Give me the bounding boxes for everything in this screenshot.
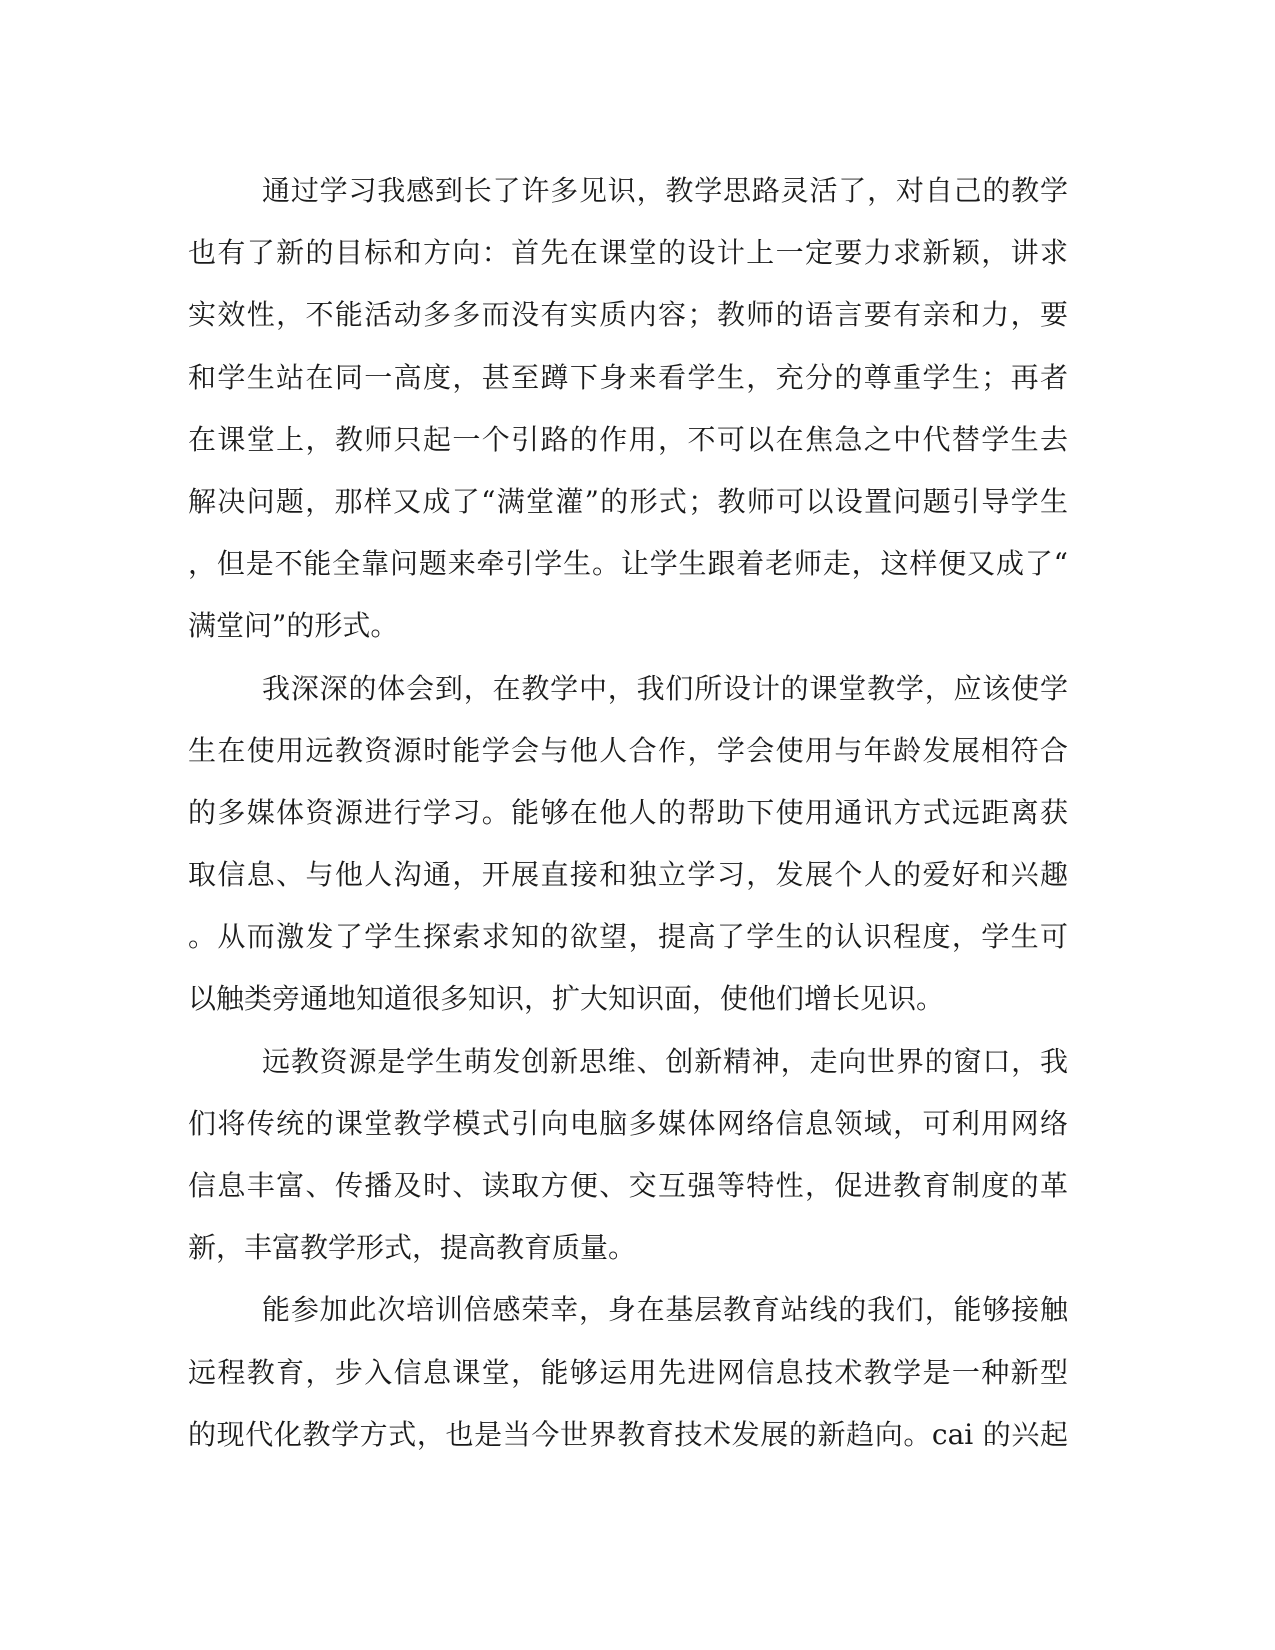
paragraph-line: 实效性，不能活动多多而没有实质内容；教师的语言要有亲和力，要	[188, 298, 1068, 332]
paragraph-line: 的现代化教学方式，也是当今世界教育技术发展的新趋向。cai 的兴起	[188, 1417, 1068, 1451]
paragraph-line: 和学生站在同一高度，甚至蹲下身来看学生，充分的尊重学生；再者	[188, 360, 1068, 394]
paragraph-line: 生在使用远教资源时能学会与他人合作，学会使用与年龄发展相符合	[188, 733, 1068, 767]
paragraph-line: 也有了新的目标和方向：首先在课堂的设计上一定要力求新颖，讲求	[188, 236, 1068, 270]
paragraph-line: 远教资源是学生萌发创新思维、创新精神，走向世界的窗口，我	[262, 1044, 1068, 1078]
paragraph-line: 满堂问”的形式。	[188, 609, 399, 643]
paragraph-line: 的多媒体资源进行学习。能够在他人的帮助下使用通讯方式远距离获	[188, 795, 1068, 829]
paragraph-line: 们将传统的课堂教学模式引向电脑多媒体网络信息领域，可利用网络	[188, 1106, 1068, 1140]
paragraph-line: 通过学习我感到长了许多见识，教学思路灵活了，对自己的教学	[262, 174, 1068, 207]
paragraph-line: 我深深的体会到，在教学中，我们所设计的课堂教学，应该使学	[262, 671, 1068, 705]
paragraph-line: 能参加此次培训倍感荣幸，身在基层教育站线的我们，能够接触	[262, 1293, 1068, 1327]
paragraph-3	[188, 1031, 1068, 1280]
paragraph-line: 。从而激发了学生探索求知的欲望，提高了学生的认识程度，学生可	[188, 920, 1068, 954]
paragraph-4	[188, 1279, 1068, 1466]
paragraph-line: 取信息、与他人沟通，开展直接和独立学习，发展个人的爱好和兴趣	[188, 858, 1068, 892]
paragraph-line: 解决问题，那样又成了“满堂灌”的形式；教师可以设置问题引导学生	[188, 484, 1068, 518]
document-body	[188, 160, 1068, 1466]
paragraph-line: 以触类旁通地知道很多知识，扩大知识面，使他们增长见识。	[188, 982, 945, 1016]
paragraph-line: 远程教育，步入信息课堂，能够运用先进网信息技术教学是一种新型	[188, 1355, 1068, 1389]
paragraph-line: ，但是不能全靠问题来牵引学生。让学生跟着老师走，这样便又成了“	[188, 547, 1068, 581]
paragraph-line: 新，丰富教学形式，提高教育质量。	[188, 1231, 637, 1265]
paragraph-line: 信息丰富、传播及时、读取方便、交互强等特性，促进教育制度的革	[188, 1169, 1068, 1202]
paragraph-2	[188, 658, 1068, 1031]
paragraph-line: 在课堂上，教师只起一个引路的作用，不可以在焦急之中代替学生去	[188, 422, 1068, 456]
paragraph-1	[188, 160, 1068, 658]
